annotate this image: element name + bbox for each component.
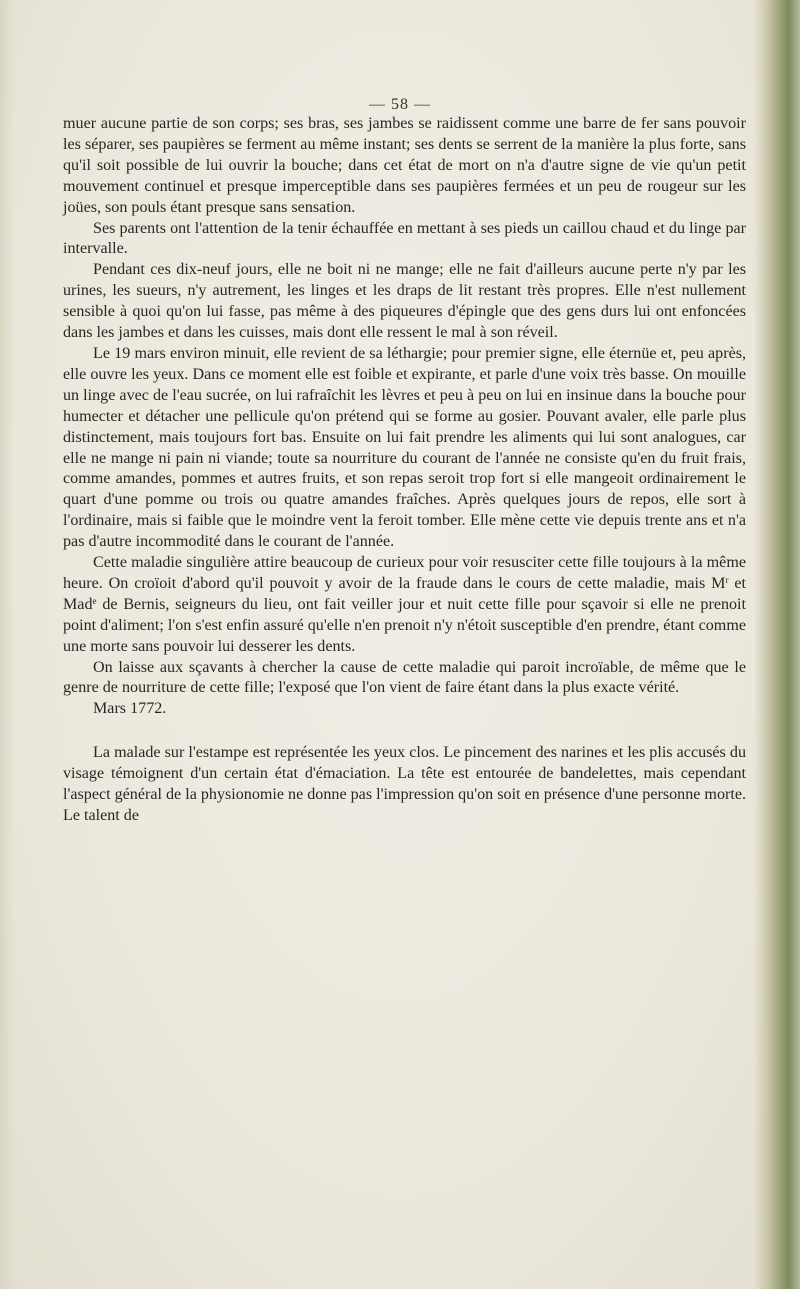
page-edge-right	[754, 0, 800, 1289]
paragraph-7: La malade sur l'estampe est représentée les yeux clos. Le pincement des narines et les plis accusés du visage témoignent d'un certain état d'émaciation. La tête est entourée de bandelettes, mais cependant l'aspect général de la physionomie ne donne pas l'impression qu'on soit en présence d'une personne morte. Le talent de	[63, 744, 746, 824]
superscript-e: e	[92, 595, 97, 606]
paragraph-5-part-2: et Mad	[63, 574, 746, 613]
paragraph-4: Le 19 mars environ minuit, elle revient de sa léthargie; pour premier signe, elle éternüe et, peu après, elle ouvre les yeux. Dans ce moment elle est foible et expirante, et parle d'une voix très basse. On mouille un linge avec de l'eau sucrée, on lui rafraîchit les lèvres et peu à peu on lui en insinue dans la bouche pour humecter et détacher une pellicule qu'on prétend qui se forme au gosier. Pouvant avaler, elle parle plus distinctement, mais toujours fort bas. Ensuite on lui fait prendre les aliments qui lui sont analogues, car elle ne mange ni pain ni viande; toute sa nourriture du courant de l'année ne consiste qu'en du fruit frais, comme amandes, pommes et autres fruits, et son repas seroit trop fort si elle mangeoit ordinairement le quart d'une pomme ou trois ou quatre amandes fraîches. Après quelques jours de repos, elle sort à l'ordinaire, mais si faible que le moindre vent la feroit tomber. Elle mène cette vie depuis trente ans et n'a pas d'autre incommodité dans le courant de l'année.	[63, 344, 746, 551]
date-line: Mars 1772.	[93, 700, 167, 718]
body-text	[63, 114, 746, 827]
paragraph-5-part-3: de Bernis, seigneurs du lieu, ont fait veiller jour et nuit cette fille pour sçavoir si elle ne prenoit point d'aliment; l'on s'est enfin assuré qu'elle n'en prenoit n'y n'étoit susceptible d'en prendre, étant comme une morte sans pouvoir lui desserer les dents.	[63, 595, 746, 655]
page-number: — 58 —	[369, 96, 431, 113]
paragraph-6: On laisse aux sçavants à chercher la cause de cette maladie qui paroit incroïable, de même que le genre de nourriture de cette fille; l'exposé que l'on vient de faire étant dans la plus exacte vérité.	[63, 658, 746, 697]
paragraph-3: Pendant ces dix-neuf jours, elle ne boit ni ne mange; elle ne fait d'ailleurs aucune perte n'y par les urines, les sueurs, n'y autrement, les linges et les draps de lit restant très propres. Elle n'est nullement sensible à quoi qu'on lui fasse, pas même à des piqueures d'épingle que des gens durs lui ont enfoncées dans les jambes et dans les cuisses, mais dont elle ressent le mal à son réveil.	[63, 261, 746, 342]
page-edge-left	[0, 0, 14, 1289]
paragraph-5-part-1: Cette maladie singulière attire beaucoup de curieux pour voir resusciter cette fille toujours à la même heure. On croïoit d'abord qu'il pouvoit y avoir de la fraude dans le cours de cette maladie, mais M	[63, 554, 746, 592]
paragraph-1: muer aucune partie de son corps; ses bras, ses jambes se raidissent comme une barre de fer sans pouvoir les séparer, ses paupières se ferment au même instant; ses dents se serrent de la manière la plus forte, sans qu'il soit possible de lui ouvrir la bouche; dans cet état de mort on n'a d'autre signe de vie qu'un petit mouvement continuel et presque imperceptible dans ses paupières fermées et un peu de rougeur sur les joües, son pouls étant presque sans sensation.	[63, 115, 746, 216]
superscript-r: r	[725, 574, 729, 585]
paragraph-5	[63, 553, 746, 658]
paragraph-2: Ses parents ont l'attention de la tenir échauffée en mettant à ses pieds un caillou chaud et du linge par intervalle.	[63, 219, 746, 258]
